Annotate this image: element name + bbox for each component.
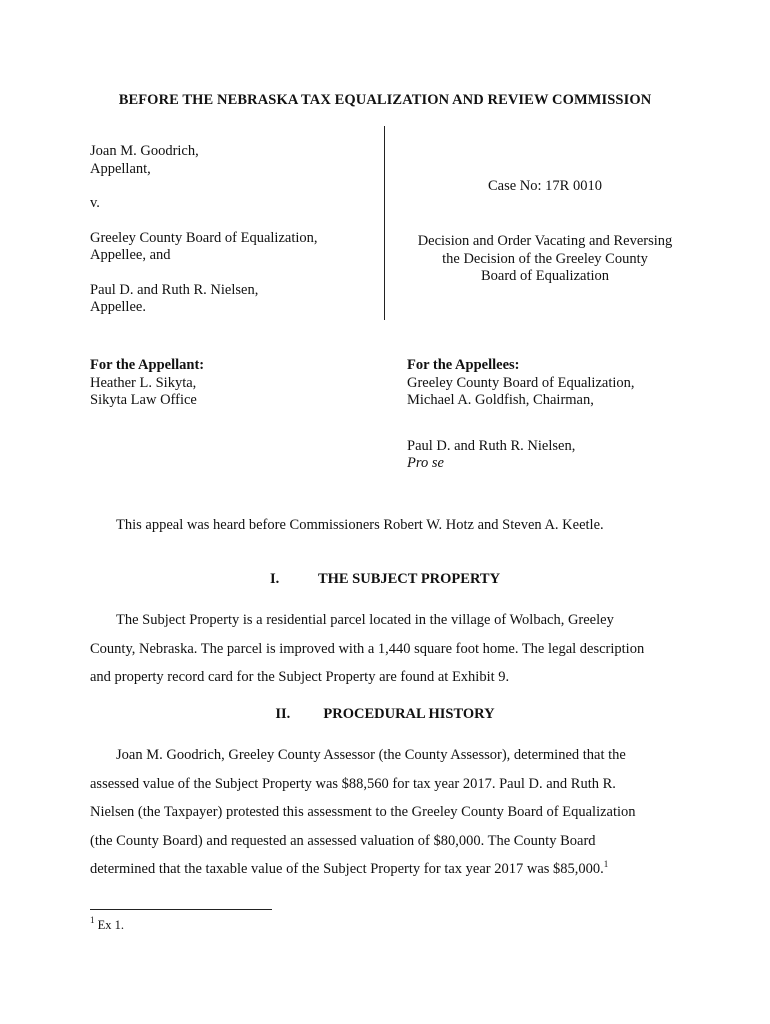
footnote-ref[interactable]: 1 [603, 859, 609, 869]
versus: v. [90, 195, 100, 211]
appellees-counsel-line: Greeley County Board of Equalization, [407, 374, 635, 391]
intro-text: This appeal was heard before Commissioners Robert W. Hotz and Steven A. Keetle. [116, 517, 604, 533]
appellant-counsel-line: Sikyta Law Office [90, 392, 197, 408]
appellee1-name: Greeley County Board of Equalization, [90, 229, 318, 246]
appellee2-role: Appellee. [90, 299, 146, 315]
appellant-counsel-line: Heather L. Sikyta, [90, 374, 197, 391]
section-heading [0, 571, 770, 588]
decision-line-3: Board of Equalization [480, 268, 610, 284]
page-title: BEFORE THE NEBRASKA TAX EQUALIZATION AND REVIEW COMMISSION [118, 92, 652, 108]
section-title: THE SUBJECT PROPERTY [317, 571, 501, 587]
appellant-name: Joan M. Goodrich, [90, 143, 199, 159]
appellant-counsel [90, 357, 204, 410]
footnote-marker: 1 [90, 915, 95, 925]
appellant-counsel-heading: For the Appellant: [90, 357, 205, 373]
appellant-role: Appellant, [90, 160, 151, 177]
footnote [90, 915, 125, 933]
paragraph-line: Joan M. Goodrich, Greeley County Assessor (the County Assessor), determined that the [116, 747, 626, 763]
paragraph-line: Nielsen (the Taxpayer) protested this assessment to the Greeley County Board of Equalization [90, 804, 636, 820]
intro-paragraph [90, 511, 690, 540]
caption-parties [90, 143, 318, 317]
appellees-counsel [407, 357, 635, 473]
appellee2-name: Paul D. and Ruth R. Nielsen, [90, 281, 259, 298]
footnote-divider [90, 909, 272, 910]
section-number: I. [269, 571, 280, 587]
paragraph-line: determined that the taxable value of the Subject Property for tax year 2017 was $85,000.$^1$ [90, 859, 609, 877]
decision-line-2: the Decision of the Greeley County [442, 250, 648, 267]
appellees-counsel-line: Pro se [407, 455, 444, 471]
case-number: Case No: 17R 0010 [488, 178, 602, 194]
appellees-counsel-line: Paul D. and Ruth R. Nielsen, [407, 437, 576, 454]
section-paragraph [90, 741, 690, 884]
appellees-counsel-heading: For the Appellees: [407, 357, 520, 373]
section-number: II. [275, 706, 291, 722]
appellee1-role: Appellee, and [90, 247, 171, 263]
appellees-counsel-line: Michael A. Goldfish, Chairman, [407, 392, 594, 408]
paragraph-line: County, Nebraska. The parcel is improved with a 1,440 square foot home. The legal description [90, 640, 645, 657]
section-heading [0, 706, 770, 723]
caption-divider [384, 126, 385, 320]
decision-title [395, 233, 695, 286]
decision-line-1: Decision and Order Vacating and Reversing [417, 233, 673, 249]
paragraph-line: assessed value of the Subject Property was $88,560 for tax year 2017. Paul D. and Ruth R. [90, 775, 616, 792]
paragraph-line: The Subject Property is a residential parcel located in the village of Wolbach, Greeley [116, 612, 614, 628]
section-paragraph [90, 606, 690, 692]
footnote-text: Ex 1. [97, 918, 125, 932]
paragraph-line: and property record card for the Subject Property are found at Exhibit 9. [90, 669, 510, 685]
paragraph-line: (the County Board) and requested an assessed valuation of $80,000. The County Board [90, 832, 596, 849]
section-title: PROCEDURAL HISTORY [323, 706, 495, 722]
